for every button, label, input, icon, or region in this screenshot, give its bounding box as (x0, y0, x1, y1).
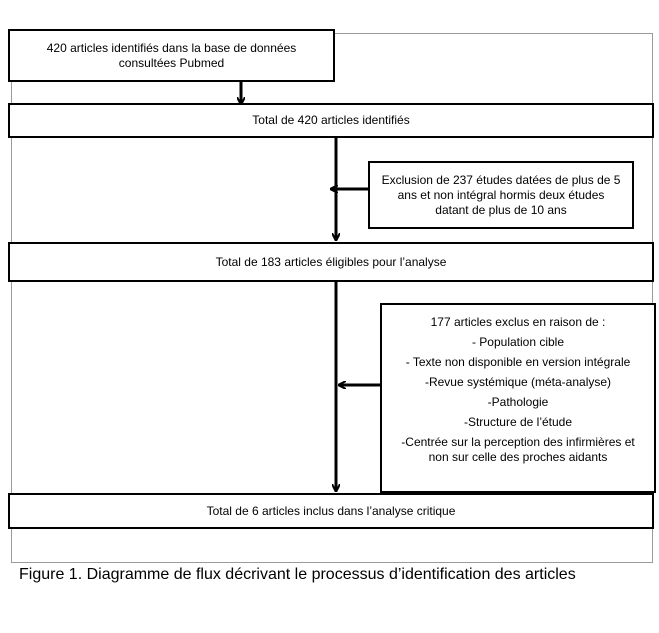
exclusion-2-heading: 177 articles exclus en raison de : (430, 315, 606, 329)
total-included-text: Total de 6 articles inclus dans l’analyse critique (206, 503, 456, 518)
exclusion-2-item: -Pathologie (487, 395, 549, 409)
exclusion-2-item: -Centrée sur la perception des infirmières et non sur celle des proches aidants (401, 435, 635, 464)
exclusion-2-item: -Revue systémique (méta-analyse) (424, 375, 612, 389)
total-identified-box (8, 103, 654, 138)
exclusion-1-text: Exclusion de 237 études datées de plus de 5 ans et non intégral hormis deux études datant de plus de 10 ans (381, 172, 621, 217)
exclusion-1-box (368, 161, 634, 229)
exclusion-2-item: -Structure de l’étude (463, 415, 573, 429)
figure-caption: Figure 1. Diagramme de flux décrivant le processus d’identification des articles (19, 566, 576, 583)
exclusion-2-item: - Population cible (471, 335, 565, 349)
source-box (8, 29, 335, 82)
total-included-box (8, 493, 654, 529)
source-text: 420 articles identifiés dans la base de données consultées Pubmed (46, 40, 297, 70)
exclusion-2-box (380, 303, 656, 493)
exclusion-2-item: - Texte non disponible en version intégrale (405, 355, 631, 369)
total-eligible-box (8, 242, 654, 282)
total-identified-text: Total de 420 articles identifiés (252, 113, 410, 127)
total-eligible-text: Total de 183 articles éligibles pour l’analyse (215, 254, 447, 269)
